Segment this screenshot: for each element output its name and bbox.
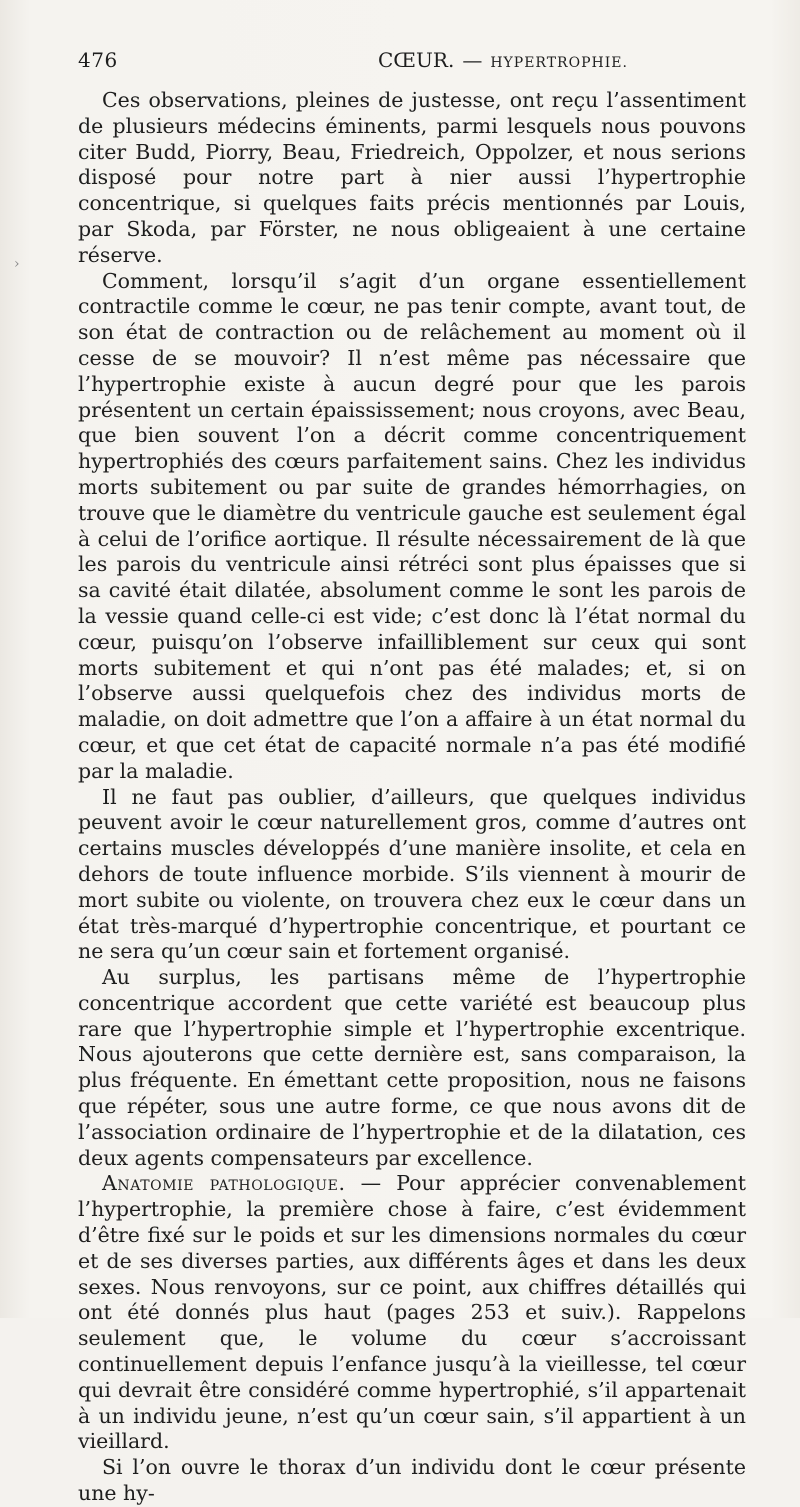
paragraph-5 — [78, 1171, 746, 1455]
section-heading-anatomie-pathologique: Anatomie pathologique. — [102, 1171, 346, 1196]
body-text — [78, 88, 746, 1507]
page-number: 476 — [78, 48, 118, 72]
paragraph-5-text: — Pour apprécier convenablement l’hypertrophie, la première chose à faire, c’est évidemment d’être fixé sur le poids et sur les dimensions normales du cœur et de ses diverses parties, aux différents âges et dans les deux sexes. Nous renvoyons, sur ce point, aux chiffres détaillés qui ont été donnés plus haut (pages 253 et suiv.). Rappelons seulement que, le volume du cœur s’accroissant continuellement depuis l’enfance jusqu’à la vieillesse, tel cœur qui devrait être considéré comme hypertrophié, s’il appartenait à un individu jeune, n’est qu’un cœur sain, s’il appartient à un vieillard. — [78, 1171, 746, 1454]
running-head-separator: — — [462, 48, 483, 72]
running-head — [378, 48, 628, 72]
margin-mark: › — [14, 256, 20, 272]
paragraph-4: Au surplus, les partisans même de l’hypertrophie concentrique accordent que cette variété est beaucoup plus rare que l’hypertrophie simple et l’hypertrophie excentrique. Nous ajouterons que cette dernière est, sans comparaison, la plus fréquente. En émettant cette proposition, nous ne faisons que répéter, sous une autre forme, ce que nous avons dit de l’association ordinaire de l’hypertrophie et de la dilatation, ces deux agents compensateurs par excellence. — [78, 965, 746, 1170]
paragraph-1: Ces observations, pleines de justesse, ont reçu l’assentiment de plusieurs médecins éminents, parmi lesquels nous pouvons citer Budd, Piorry, Beau, Friedreich, Oppolzer, et nous serions disposé pour notre part à nier aussi l’hypertrophie concentrique, si quelques faits précis mentionnés par Louis, par Skoda, par Förster, ne nous obligeaient à une certaine réserve. — [78, 88, 746, 267]
paragraph-6: Si l’on ouvre le thorax d’un individu dont le cœur présente une hy- — [78, 1455, 746, 1506]
paragraph-2: Comment, lorsqu’il s’agit d’un organe essentiellement contractile comme le cœur, ne pas tenir compte, avant tout, de son état de contraction ou de relâchement au moment où il cesse de se mouvoir? Il n’est même pas nécessaire que l’hypertrophie existe à aucun degré pour que les parois présentent un certain épaississement; nous croyons, avec Beau, que bien souvent l’on a décrit comme concentriquement hypertrophiés des cœurs parfaitement sains. Chez les individus morts subitement ou par suite de grandes hémorrhagies, on trouve que le diamètre du ventricule gauche est seulement égal à celui de l’orifice aortique. Il résulte nécessairement de là que les parois du ventricule ainsi rétréci sont plus épaisses que si sa cavité était dilatée, absolument comme le sont les parois de la vessie quand celle-ci est vide; c’est donc là l’état normal du cœur, puisqu’on l’observe infailliblement sur ceux qui sont morts subitement et qui n’ont pas été malades; et, si on l’observe aussi quelquefois chez des individus morts de maladie, on doit admettre que l’on a affaire à un état normal du cœur, et que cet état de capacité normale n’a pas été modifié par la maladie. — [78, 268, 746, 783]
paragraph-3: Il ne faut pas oublier, d’ailleurs, que quelques individus peuvent avoir le cœur naturellement gros, comme d’autres ont certains muscles développés d’une manière insolite, et cela en dehors de toute influence morbide. S’ils viennent à mourir de mort subite ou violente, on trouvera chez eux le cœur dans un état très-marqué d’hypertrophie concentrique, et pourtant ce ne sera qu’un cœur sain et fortement organisé. — [78, 784, 746, 964]
running-head-subtitle: HYPERTROPHIE. — [490, 55, 628, 71]
page-header — [78, 48, 746, 76]
running-head-title: CŒUR. — [378, 48, 455, 72]
